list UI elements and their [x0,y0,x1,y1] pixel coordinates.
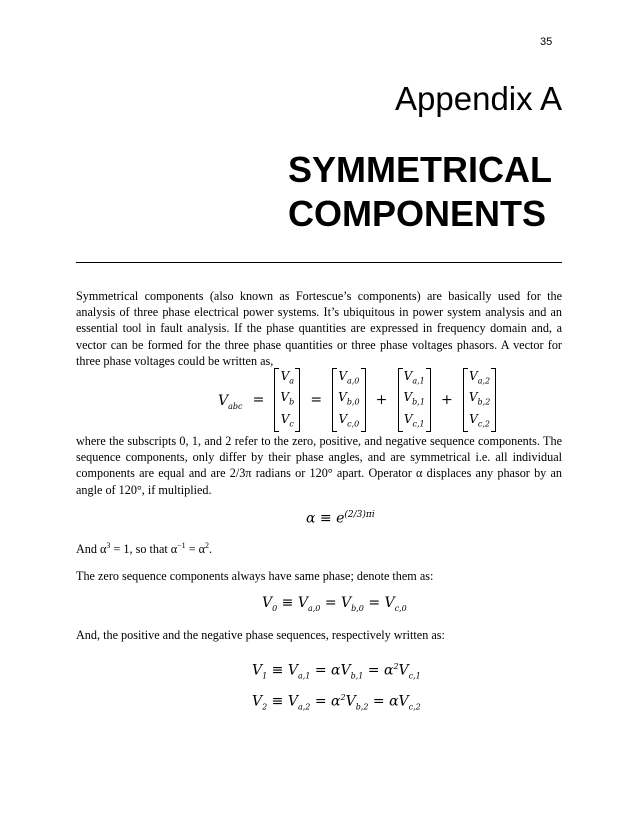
equation-pos-neg-sequence [252,656,421,719]
equation-zero-sequence: $V_0 \equiv V_{a,0} = V_{b,0} = V_{c,0}$ [262,595,407,613]
title-line-2: COMPONENTS [288,193,547,234]
equation-positive-sequence: $V_1 \equiv V_{a,1} = \alpha V_{b,1} = \alpha^2V_{c,1}$ [252,662,421,681]
page-number: 35 [540,36,553,48]
equation-alpha: $\alpha \equiv e^{(2/3)\pi i}$ [306,510,375,527]
equation-negative-sequence: $V_2 \equiv V_{a,2} = \alpha^2V_{b,2} = \alpha V_{c,2}$ [252,693,421,712]
title-rule [76,262,562,263]
chapter-title [288,148,588,236]
paragraph-intro: Symmetrical components (also known as Fortescue’s components) are basically used for the analysis of three phase electrical power systems. It’s ubiquitous in power system analysis and an essential tool in fault analysis. If the phase quantities are expressed in frequency domain and, a vector can be formed for the three phase quantities or three phase voltages phasors. A vector for three phase voltages could be written as, [76,289,562,368]
paragraph-sequence: where the subscripts 0, 1, and 2 refer to the zero, positive, and negative sequence components. The sequence components, only differ by their phase angles, and are symmetrical i.e. all individual components are equal and are 2/3π radians or 120° apart. Operator α displaces any phasor by an angle of 120°, if multiplied. [76,434,562,497]
equation-vabc: $V_{abc}$ = $V_a$ $V_b$ $V_c$ = $V_{a,0}$ $V_{b,0}$ $V_{c,0}$ + $V_{a,1}$ $V_{b,1}$ $V_{c,1}$ + $V_{a,2}$ $V_{b,2}$ $V_{c,2}$ [218,368,496,432]
paragraph-alpha-identity: And $\alpha^3 = 1$, so that $\alpha^{-1} = \alpha^2$. [76,541,213,557]
title-line-1: SYMMETRICAL [288,149,552,190]
appendix-label: Appendix A [395,80,562,117]
paragraph-zero-sequence: The zero sequence components always have same phase; denote them as: [76,569,434,583]
paragraph-pos-neg-sequence: And, the positive and the negative phase sequences, respectively written as: [76,628,445,642]
